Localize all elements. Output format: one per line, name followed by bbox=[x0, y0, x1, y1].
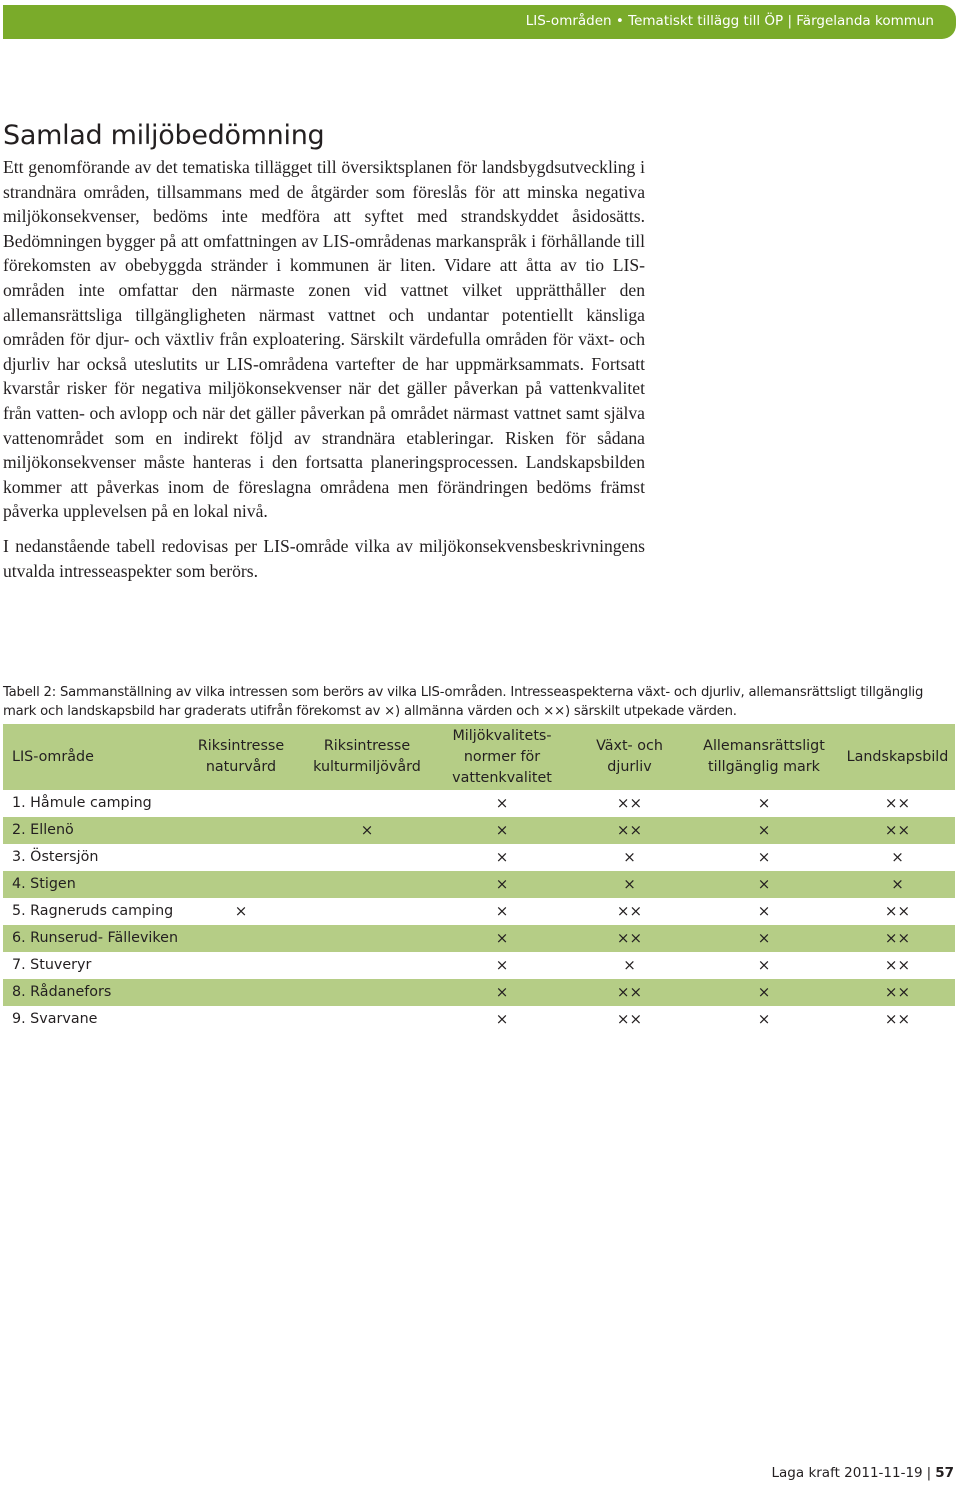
table-cell: × bbox=[495, 848, 509, 866]
table-cell: × bbox=[495, 956, 509, 974]
table-cell bbox=[181, 925, 301, 952]
table-cell: × bbox=[433, 817, 571, 844]
table-cell: × bbox=[688, 871, 840, 898]
table-cell: ×× bbox=[571, 925, 688, 952]
header-band bbox=[3, 5, 956, 39]
table-cell bbox=[181, 817, 301, 844]
table-cell: × bbox=[495, 902, 509, 920]
table-row bbox=[3, 952, 955, 979]
footer bbox=[772, 1465, 954, 1481]
column-header: Växt- och djurliv bbox=[571, 724, 688, 790]
table-cell: × bbox=[840, 871, 955, 898]
table-cell: × bbox=[234, 902, 248, 920]
table-cell bbox=[301, 979, 433, 1006]
column-header: Allemansrättsligt tillgänglig mark bbox=[688, 724, 840, 790]
table-row bbox=[3, 898, 955, 925]
table-cell: × bbox=[495, 1010, 509, 1028]
table-cell: ×× bbox=[884, 794, 911, 812]
page-title: Samlad miljöbedömning bbox=[3, 120, 325, 151]
table-cell-area: 9. Svarvane bbox=[12, 1011, 98, 1027]
table-cell: × bbox=[891, 848, 904, 866]
column-header: Landskapsbild bbox=[840, 724, 955, 790]
table-row bbox=[3, 790, 955, 817]
page-number: 57 bbox=[935, 1465, 954, 1481]
table-cell: × bbox=[433, 925, 571, 952]
table-cell: × bbox=[623, 956, 636, 974]
column-header: Riksintresse naturvård bbox=[181, 724, 301, 790]
table-cell: ×× bbox=[840, 817, 955, 844]
table-cell-area: 8. Rådanefors bbox=[3, 979, 181, 1006]
body-text bbox=[3, 155, 645, 583]
table-cell-area: 3. Östersjön bbox=[12, 849, 99, 865]
table-cell: ×× bbox=[884, 956, 911, 974]
header-text: LIS-områden • Tematiskt tillägg till ÖP | Färgelanda kommun bbox=[525, 13, 934, 29]
paragraph: I nedanstående tabell redovisas per LIS-område vilka av miljökonsekvensbeskrivningens utvalda intresseaspekter som berörs. bbox=[3, 535, 645, 581]
table-body bbox=[3, 790, 955, 1033]
table-cell bbox=[301, 898, 433, 925]
table-cell: × bbox=[757, 848, 771, 866]
footer-text: Laga kraft 2011-11-19 bbox=[771, 1465, 923, 1481]
table-cell bbox=[301, 1006, 433, 1033]
table-cell-area: 2. Ellenö bbox=[3, 817, 181, 844]
table-cell: ×× bbox=[884, 1010, 911, 1028]
table-cell: × bbox=[623, 848, 636, 866]
table-row bbox=[3, 817, 955, 844]
table-cell bbox=[181, 790, 301, 817]
table-cell-area: 7. Stuveryr bbox=[12, 957, 92, 973]
table-cell: × bbox=[757, 956, 771, 974]
table-row bbox=[3, 1006, 955, 1033]
table-cell-area: 5. Ragneruds camping bbox=[12, 903, 174, 919]
table-cell-area: 6. Runserud- Fälleviken bbox=[3, 925, 181, 952]
table-cell bbox=[181, 1006, 301, 1033]
table-cell: ×× bbox=[884, 902, 911, 920]
table-cell bbox=[181, 952, 301, 979]
table-cell-area: 4. Stigen bbox=[3, 871, 181, 898]
table-caption: Tabell 2: Sammanställning av vilka intressen som berörs av vilka LIS-områden. Intresseaspekterna växt- och djurliv, allemansrättsligt tillgänglig mark och landskapsbild har graderats utifrån förekomst av ×) allmänna värden och ××) särskilt utpekade värden. bbox=[3, 685, 924, 719]
table-cell bbox=[181, 844, 301, 871]
table-cell: ×× bbox=[571, 817, 688, 844]
table-cell-area: 1. Håmule camping bbox=[12, 795, 152, 811]
table-cell: × bbox=[495, 794, 509, 812]
footer-separator: | bbox=[926, 1465, 932, 1481]
column-header: Miljökvalitets- normer för vattenkvalitet bbox=[433, 724, 571, 790]
table-row bbox=[3, 871, 955, 898]
table-cell: ×× bbox=[571, 979, 688, 1006]
paragraph: Ett genomförande av det tematiska tillägget till översiktsplanen för landsbygdsutveckling i strandnära områden, tillsammans med de åtgärder som föreslås för att minska negativa miljökonsekvenser, bedöms inte medföra att syftet med strandskyddet åsidosätts. Bedömningen bygger på att omfattningen av LIS-områdenas markanspråk i förhållande till förekomsten av obebyggda stränder i kommunen är liten. Vidare att åtta av tio LIS-områden inte omfattar den närmaste zonen vid vattnet vilket upprätthåller den allemansrättsliga tillgängligheten närmast vattnet och undantar potentiellt känsliga områden för djur- och växtliv från exploatering. Särskilt värdefulla områden för växt- och djurliv har också uteslutits ur LIS-områdena vartefter de har uppmärksammats. Fortsatt kvarstår risker för negativa miljökonsekvenser när det gäller påverkan på vattenkvalitet från vatten- och avlopp och när det gäller påverkan på området närmast vattnet samt själva vattenområdet som en indirekt följd av strandnära etableringar. Risken för sådana miljökonsekvenser måste hanteras i den fortsatta planeringsprocessen. Landskapsbilden kommer att påverkas inom de föreslagna områdena men förändringen bedöms främst påverka upplevelsen på en lokal nivå. bbox=[3, 157, 645, 522]
table-cell: × bbox=[688, 817, 840, 844]
table-cell: ×× bbox=[840, 925, 955, 952]
table-cell: × bbox=[757, 1010, 771, 1028]
table-cell: × bbox=[433, 871, 571, 898]
table-cell: × bbox=[757, 794, 771, 812]
table-header-row bbox=[3, 724, 955, 790]
table-row bbox=[3, 979, 955, 1006]
table-cell: × bbox=[301, 817, 433, 844]
table-cell: ×× bbox=[616, 902, 643, 920]
table-cell: × bbox=[757, 902, 771, 920]
table-cell: ×× bbox=[616, 794, 643, 812]
table-cell bbox=[301, 871, 433, 898]
table-cell: × bbox=[688, 979, 840, 1006]
table-row bbox=[3, 925, 955, 952]
table-cell: ×× bbox=[616, 1010, 643, 1028]
column-header: LIS-område bbox=[3, 724, 181, 790]
column-header: Riksintresse kulturmiljövård bbox=[301, 724, 433, 790]
table-cell: × bbox=[433, 979, 571, 1006]
table-cell: × bbox=[571, 871, 688, 898]
table-cell bbox=[181, 871, 301, 898]
table-cell bbox=[301, 844, 433, 871]
table-row bbox=[3, 844, 955, 871]
table-cell: ×× bbox=[840, 979, 955, 1006]
table-cell bbox=[301, 790, 433, 817]
table-cell bbox=[301, 925, 433, 952]
table-cell: × bbox=[688, 925, 840, 952]
table-cell bbox=[301, 952, 433, 979]
lis-table bbox=[3, 724, 955, 1033]
table-cell bbox=[181, 979, 301, 1006]
